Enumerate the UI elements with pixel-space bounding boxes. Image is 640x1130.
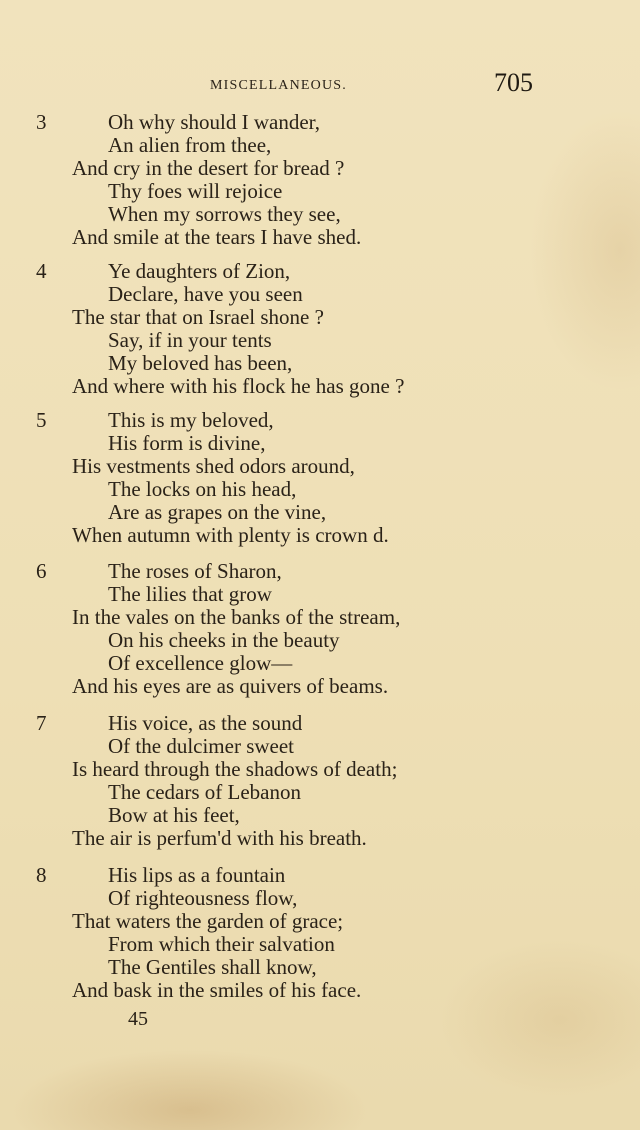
verse-line: This is my beloved, (108, 408, 274, 432)
verse-line: When my sorrows they see, (108, 202, 341, 226)
verse-line: In the vales on the banks of the stream, (72, 605, 401, 629)
verse-line: Say, if in your tents (108, 328, 272, 352)
verse-line: Is heard through the shadows of death; (72, 757, 398, 781)
verse-line: My beloved has been, (108, 351, 293, 375)
verse-line: And where with his flock he has gone ? (72, 374, 405, 398)
page-header (0, 68, 640, 104)
verse-line: The locks on his head, (108, 477, 297, 501)
verse-line: His vestments shed odors around, (72, 454, 355, 478)
stanza-number: 7 (36, 711, 47, 735)
stanza-number: 8 (36, 863, 47, 887)
verse-line: Of excellence glow— (108, 651, 293, 675)
verse-line: And bask in the smiles of his face. (72, 978, 362, 1002)
verse-line: The star that on Israel shone ? (72, 305, 324, 329)
verse-line: The roses of Sharon, (108, 559, 282, 583)
verse-line: Thy foes will rejoice (108, 179, 283, 203)
verse-line: Ye daughters of Zion, (108, 259, 291, 283)
verse-line: Declare, have you seen (108, 282, 303, 306)
verse-line: From which their salvation (108, 932, 335, 956)
verse-line: His voice, as the sound (108, 711, 303, 735)
stanza-number: 6 (36, 559, 47, 583)
running-title: MISCELLANEOUS. (210, 78, 347, 93)
verse-line: Are as grapes on the vine, (108, 500, 327, 524)
verse-line: His form is divine, (108, 431, 266, 455)
verse-line: The lilies that grow (108, 582, 272, 606)
verse-line: Bow at his feet, (108, 803, 240, 827)
verse-line: Of the dulcimer sweet (108, 734, 295, 758)
verse-line: The Gentiles shall know, (108, 955, 317, 979)
verse-line: That waters the garden of grace; (72, 909, 344, 933)
page-number: 705 (494, 68, 533, 97)
verse-line: When autumn with plenty is crown d. (72, 523, 389, 547)
stanza-number: 5 (36, 408, 47, 432)
stanza-number: 3 (36, 110, 47, 134)
verse-line: And his eyes are as quivers of beams. (72, 674, 389, 698)
verse-line: And cry in the desert for bread ? (72, 156, 345, 180)
verse-line: An alien from thee, (108, 133, 272, 157)
signature-mark: 45 (128, 1008, 148, 1030)
verse-line: His lips as a fountain (108, 863, 286, 887)
verse-line: The air is perfum'd with his breath. (72, 826, 367, 850)
verse-line: And smile at the tears I have shed. (72, 225, 362, 249)
stanza-number: 4 (36, 259, 47, 283)
verse-line: On his cheeks in the beauty (108, 628, 340, 652)
verse-line: The cedars of Lebanon (108, 780, 301, 804)
verse-line: Oh why should I wander, (108, 110, 321, 134)
verse-line: Of righteousness flow, (108, 886, 298, 910)
